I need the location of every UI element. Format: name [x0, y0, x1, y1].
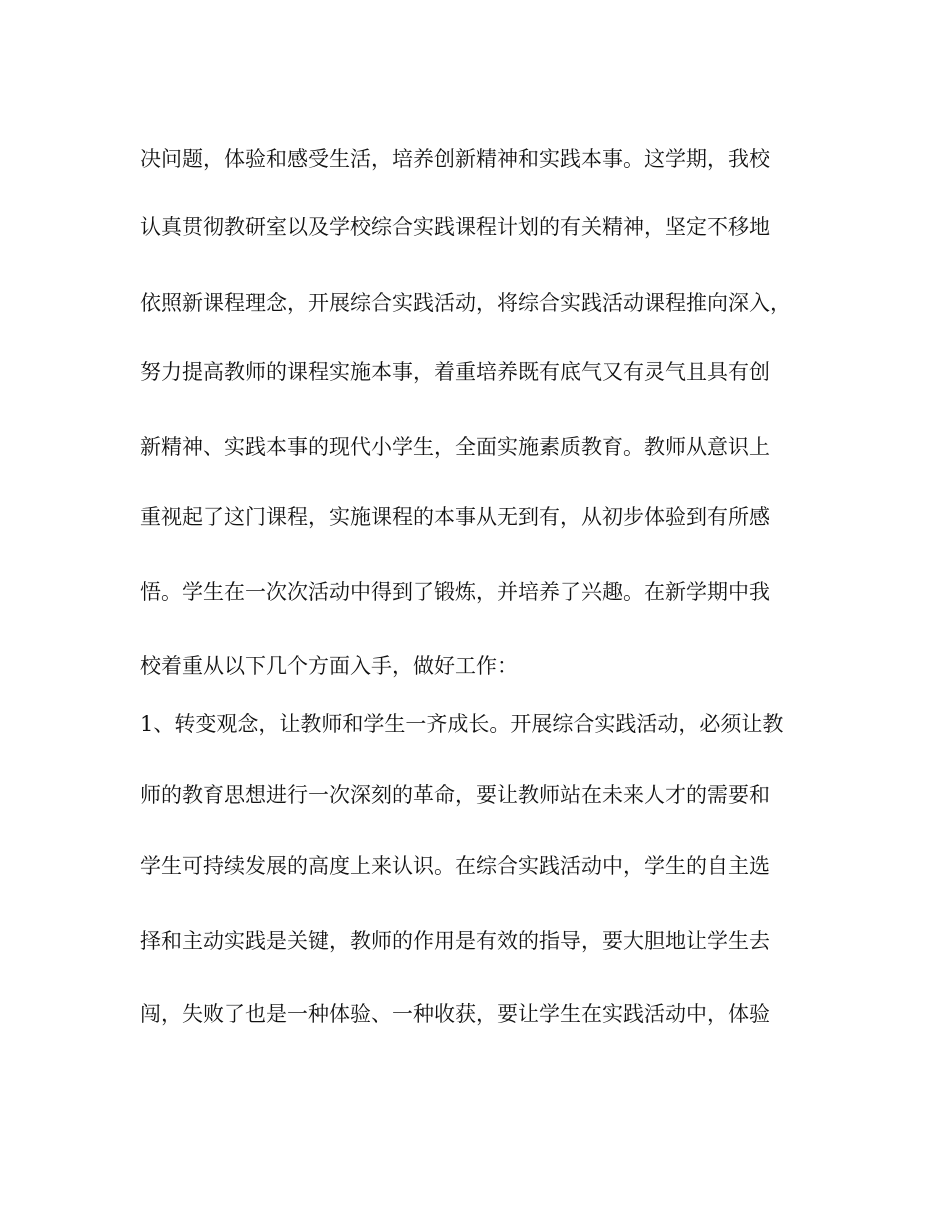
paragraph-line: 择和主动实践是关键，教师的作用是有效的指导，要大胆地让学生去: [140, 929, 770, 953]
paragraph-line: 校着重从以下几个方面入手，做好工作：: [140, 654, 518, 678]
paragraph-line: 认真贯彻教研室以及学校综合实践课程计划的有关精神，坚定不移地: [140, 215, 770, 239]
paragraph-line: 依照新课程理念，开展综合实践活动，将综合实践活动课程推向深入，: [140, 291, 791, 315]
paragraph-line: 重视起了这门课程，实施课程的本事从无到有，从初步体验到有所感: [140, 505, 770, 529]
paragraph-line: 学生可持续发展的高度上来认识。在综合实践活动中，学生的自主选: [140, 854, 770, 878]
list-item-line: 1、转变观念，让教师和学生一齐成长。开展综合实践活动，必须让教: [140, 712, 784, 736]
paragraph-line: 师的教育思想进行一次深刻的革命，要让教师站在未来人才的需要和: [140, 783, 770, 807]
paragraph-line: 努力提高教师的课程实施本事，着重培养既有底气又有灵气且具有创: [140, 360, 770, 384]
paragraph-line: 新精神、实践本事的现代小学生，全面实施素质教育。教师从意识上: [140, 435, 770, 459]
paragraph-line: 悟。学生在一次次活动中得到了锻炼，并培养了兴趣。在新学期中我: [140, 580, 770, 604]
paragraph-line: 闯，失败了也是一种体验、一种收获，要让学生在实践活动中，体验: [140, 1002, 770, 1026]
paragraph-line: 决问题，体验和感受生活，培养创新精神和实践本事。这学期，我校: [140, 147, 770, 171]
